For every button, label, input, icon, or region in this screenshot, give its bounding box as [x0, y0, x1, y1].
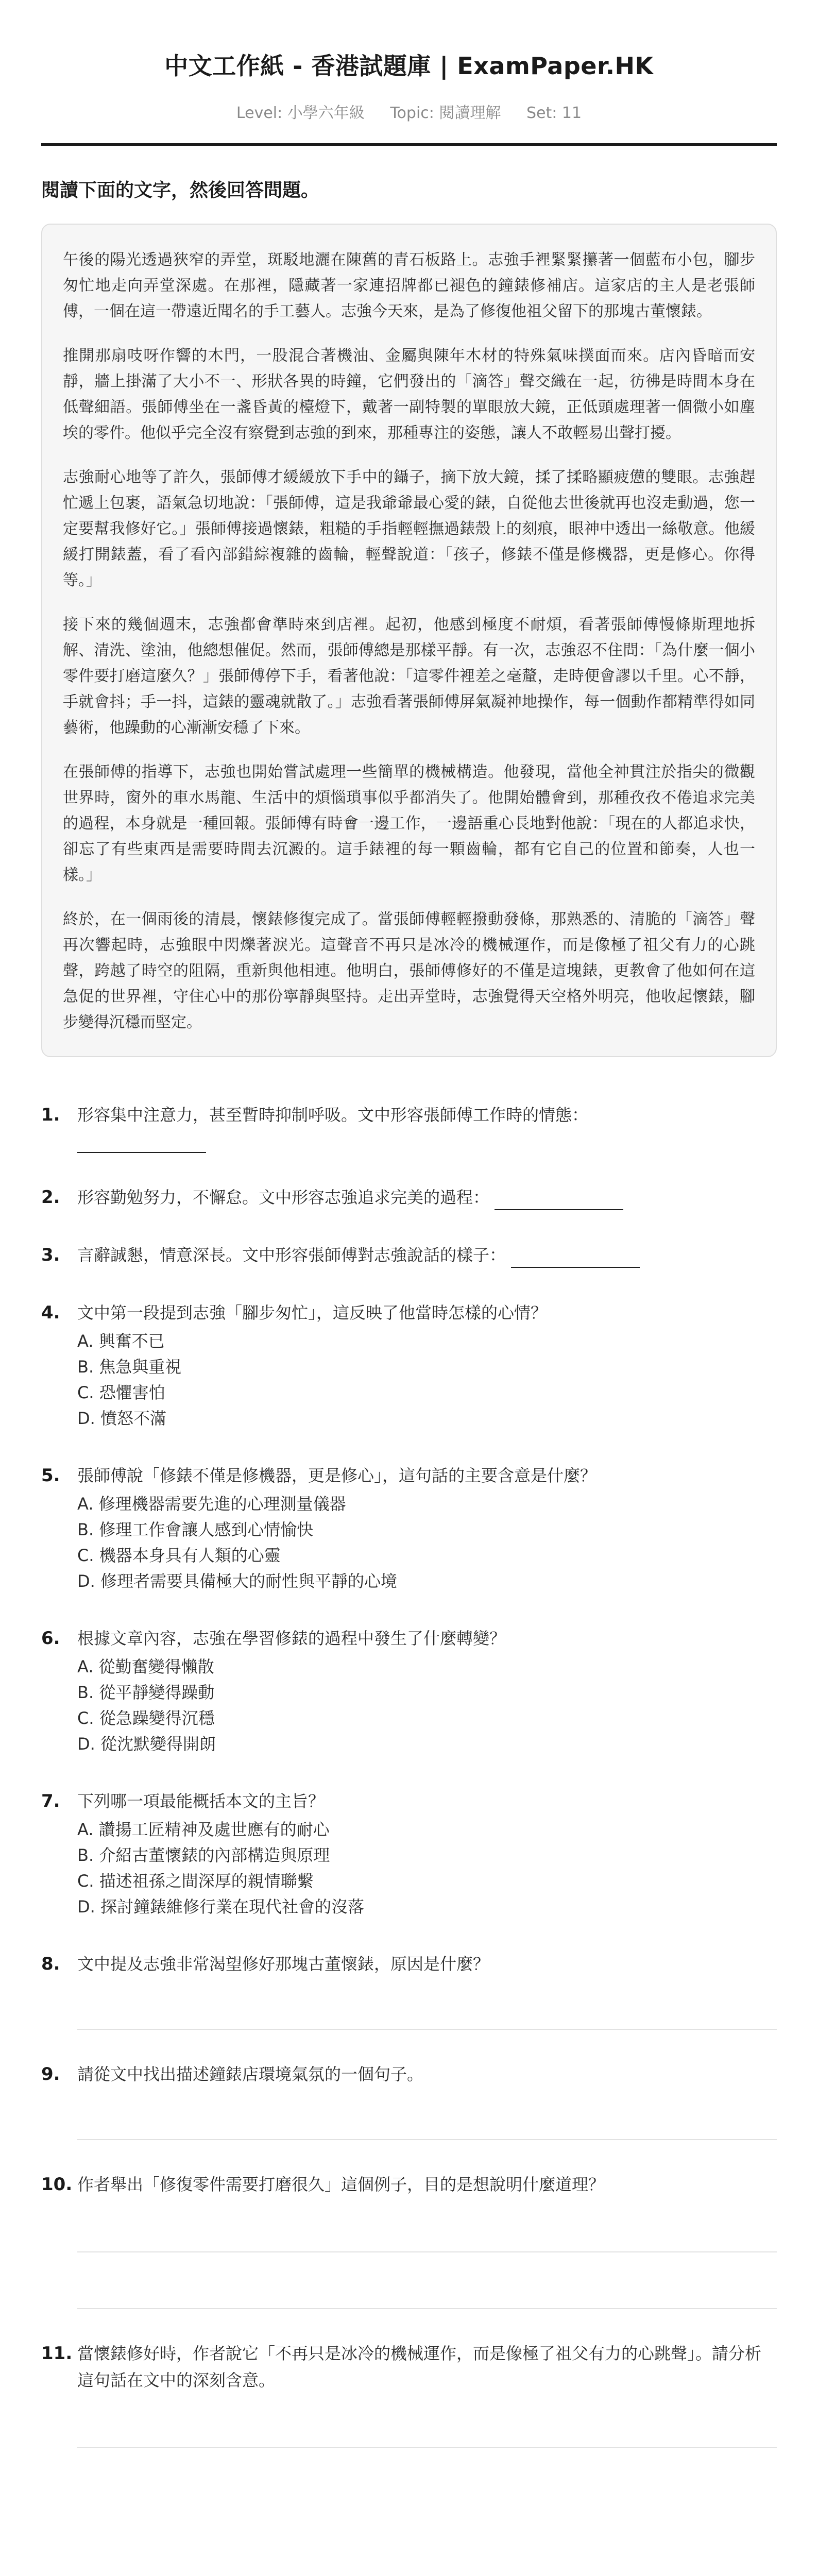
question-stem: 張師傅說「修錶不僅是修機器，更是修心」，這句話的主要含意是什麼？ — [77, 1466, 597, 1485]
passage-paragraph-1: 午後的陽光透過狹窄的弄堂，斑駁地灑在陳舊的青石板路上。志強手裡緊緊攥著一個藍布小包，腳步匆忙地走向弄堂深處。在那裡，隱藏著一家連招牌都已褪色的鐘錶修補店。這家店的主人是老張師傅，一個在這一帶遠近聞名的手工藝人。志強今天來，是為了修復他祖父留下的那塊古董懷錶。 — [63, 251, 755, 320]
question-list — [41, 1101, 777, 2448]
question-stem: 文中第一段提到志強「腳步匆忙」，這反映了他當時怎樣的心情？ — [77, 1303, 548, 1323]
question-stem: 文中提及志強非常渴望修好那塊古董懷錶，原因是什麼？ — [77, 1954, 490, 1974]
question-number: 2. — [41, 1187, 60, 1208]
option-a[interactable]: A. 從勤奮變得懶散 — [77, 1657, 214, 1676]
option-d[interactable]: D. 修理者需要具備極大的耐性與平靜的心境 — [77, 1571, 397, 1591]
answer-blank[interactable] — [511, 1249, 640, 1268]
option-b[interactable]: B. 從平靜變得躁動 — [77, 1683, 215, 1702]
question-3 — [41, 1242, 777, 1268]
question-number: 11. — [41, 2343, 73, 2364]
option-a[interactable]: A. 興奮不已 — [77, 1331, 165, 1351]
passage-paragraph-2: 推開那扇吱呀作響的木門，一股混合著機油、金屬與陳年木材的特殊氣味撲面而來。店內昏暗而安靜，牆上掛滿了大小不一、形狀各異的時鐘，它們發出的「滴答」聲交織在一起，彷彿是時間本身在低聲細語。張師傅坐在一盞昏黃的檯燈下，戴著一副特製的單眼放大鏡，正低頭處理著一個微小如塵埃的零件。他似乎完全沒有察覺到志強的到來，那種專注的姿態，讓人不敢輕易出聲打擾。 — [63, 347, 755, 442]
option-a[interactable]: A. 修理機器需要先進的心理測量儀器 — [77, 1494, 346, 1514]
option-c[interactable]: C. 恐懼害怕 — [77, 1383, 165, 1402]
question-5 — [41, 1462, 777, 1594]
option-c[interactable]: C. 機器本身具有人類的心靈 — [77, 1546, 281, 1565]
question-stem: 請從文中找出描述鐘錶店環境氣氛的一個句子。 — [77, 2064, 424, 2084]
answer-blank[interactable] — [77, 1148, 206, 1153]
question-number: 7. — [41, 1791, 60, 1811]
question-10 — [41, 2171, 777, 2309]
question-11 — [41, 2340, 777, 2448]
question-number: 4. — [41, 1302, 60, 1323]
level-label: Level: 小學六年級 — [236, 104, 365, 122]
passage-paragraph-5: 在張師傅的指導下，志強也開始嘗試處理一些簡單的機械構造。他發現，當他全神貫注於指尖的微觀世界時，窗外的車水馬龍、生活中的煩惱瑣事似乎都消失了。他開始體會到，那種孜孜不倦追求完美的過程，本身就是一種回報。張師傅有時會一邊工作，一邊語重心長地對他說：「現在的人都追求快，卻忘了有些東西是需要時間去沉澱的。這手錶裡的每一顆齒輪，都有它自己的位置和節奏，人也一樣。」 — [63, 763, 755, 884]
passage-paragraph-3: 志強耐心地等了許久，張師傅才緩緩放下手中的鑷子，摘下放大鏡，揉了揉略顯疲憊的雙眼。志強趕忙遞上包裹，語氣急切地說：「張師傅，這是我爺爺最心愛的錶，自從他去世後就再也沒走動過，您一定要幫我修好它。」張師傅接過懷錶，粗糙的手指輕輕撫過錶殼上的刻痕，眼神中透出一絲敬意。他緩緩打開錶蓋，看了看內部錯綜複雜的齒輪，輕聲說道：「孩子，修錶不僅是修機器，更是修心。你得等。」 — [63, 468, 755, 589]
instructions: 閱讀下面的文字，然後回答問題。 — [41, 180, 320, 201]
question-number: 3. — [41, 1245, 60, 1265]
question-8 — [41, 1951, 777, 2030]
answer-line[interactable] — [77, 2029, 777, 2030]
passage-paragraph-4: 接下來的幾個週末，志強都會準時來到店裡。起初，他感到極度不耐煩，看著張師傅慢條斯理地拆解、清洗、塗油，他總想催促。然而，張師傅總是那樣平靜。有一次，志強忍不住問：「為什麼一個小零件要打磨這麼久？」張師傅停下手，看著他說：「這零件裡差之毫釐，走時便會謬以千里。心不靜，手就會抖；手一抖，這錶的靈魂就散了。」志強看著張師傅屏氣凝神地操作，每一個動作都精準得如同藝術，他躁動的心漸漸安穩了下來。 — [63, 616, 755, 737]
option-c[interactable]: C. 描述祖孫之間深厚的親情聯繫 — [77, 1871, 314, 1891]
question-2 — [41, 1184, 777, 1211]
option-b[interactable]: B. 修理工作會讓人感到心情愉快 — [77, 1520, 314, 1539]
question-stem: 當懷錶修好時，作者說它「不再只是冰冷的機械運作，而是像極了祖父有力的心跳聲」。請分析這句話在文中的深刻含意。 — [77, 2344, 762, 2390]
reading-passage — [41, 224, 777, 1057]
passage-paragraph-6: 終於，在一個雨後的清晨，懷錶修復完成了。當張師傅輕輕撥動發條，那熟悉的、清脆的「滴答」聲再次響起時，志強眼中閃爍著淚光。這聲音不再只是冰冷的機械運作，而是像極了祖父有力的心跳聲，跨越了時空的阻隔，重新與他相連。他明白，張師傅修好的不僅是這塊錶，更教會了他如何在這急促的世界裡，守住心中的那份寧靜與堅持。走出弄堂時，志強覺得天空格外明亮，他收起懷錶，腳步變得沉穩而堅定。 — [63, 910, 755, 1031]
answer-line[interactable] — [77, 2447, 777, 2448]
question-stem: 作者舉出「修復零件需要打磨很久」這個例子，目的是想說明什麼道理？ — [77, 2175, 605, 2194]
question-1 — [41, 1101, 777, 1153]
question-stem: 根據文章內容，志強在學習修錶的過程中發生了什麼轉變？ — [77, 1629, 506, 1648]
question-stem: 形容勤勉努力，不懈怠。文中形容志強追求完美的過程： — [77, 1188, 490, 1207]
option-c[interactable]: C. 從急躁變得沉穩 — [77, 1708, 215, 1728]
question-number: 6. — [41, 1628, 60, 1649]
question-stem: 下列哪一項最能概括本文的主旨？ — [77, 1791, 325, 1811]
question-number: 5. — [41, 1465, 60, 1486]
option-b[interactable]: B. 焦急與重視 — [77, 1357, 182, 1377]
option-d[interactable]: D. 從沈默變得開朗 — [77, 1734, 216, 1754]
question-number: 9. — [41, 2064, 60, 2084]
option-b[interactable]: B. 介紹古董懷錶的內部構造與原理 — [77, 1845, 330, 1865]
header-divider — [41, 143, 777, 146]
question-number: 10. — [41, 2174, 73, 2195]
answer-line[interactable] — [77, 2139, 777, 2140]
question-stem: 形容集中注意力，甚至暫時抑制呼吸。文中形容張師傅工作時的情態： — [77, 1105, 589, 1125]
question-7 — [41, 1788, 777, 1920]
question-stem: 言辭誠懇，情意深長。文中形容張師傅對志強說話的樣子： — [77, 1245, 506, 1265]
page-title: 中文工作紙 - 香港試題庫 | ExamPaper.HK — [164, 52, 654, 80]
worksheet-header — [41, 0, 777, 123]
answer-line[interactable] — [77, 2251, 777, 2252]
answer-blank[interactable] — [495, 1192, 623, 1210]
answer-line[interactable] — [77, 2308, 777, 2309]
set-label: Set: 11 — [526, 104, 582, 122]
option-a[interactable]: A. 讚揚工匠精神及處世應有的耐心 — [77, 1820, 330, 1839]
option-d[interactable]: D. 憤怒不滿 — [77, 1409, 166, 1428]
option-d[interactable]: D. 探討鐘錶維修行業在現代社會的沒落 — [77, 1897, 364, 1917]
worksheet-meta — [41, 100, 777, 123]
question-number: 1. — [41, 1105, 60, 1125]
question-6 — [41, 1625, 777, 1757]
question-9 — [41, 2061, 777, 2140]
question-number: 8. — [41, 1954, 60, 1974]
topic-label: Topic: 閱讀理解 — [390, 104, 501, 122]
question-4 — [41, 1299, 777, 1431]
